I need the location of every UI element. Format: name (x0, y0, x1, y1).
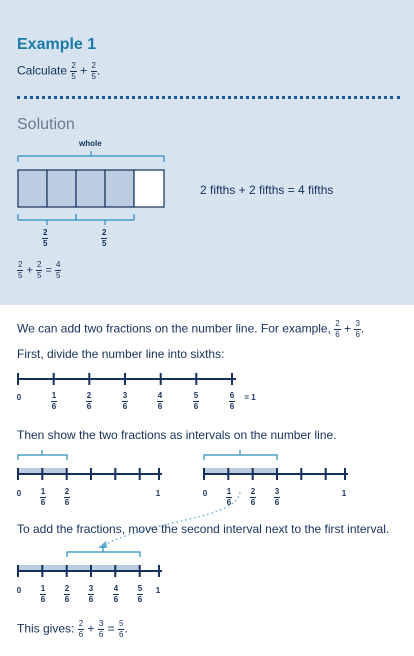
nl1-tick-label: $\frac{4}{6}$ (157, 391, 163, 411)
whole-brace (18, 156, 164, 162)
bar-part-shaded (105, 170, 134, 207)
result-text: This gives: $\frac{2}{6}$ + $\frac{3}{6}$ = $\frac{5}{6}$ . (17, 619, 128, 639)
nl4-tick-label: $\frac{5}{6}$ (137, 584, 143, 604)
nl1-tick-label: $\frac{3}{6}$ (122, 391, 128, 411)
brace-label-1: $\frac{2}{5}$ (43, 228, 48, 248)
move-arrow (96, 487, 246, 552)
solution-title: Solution (17, 116, 75, 133)
bar-part-shaded (76, 170, 105, 207)
plus-sign: + (80, 63, 88, 78)
nl2-tick-label: $\frac{1}{6}$ (40, 487, 46, 507)
nl2-zero: 0 (16, 489, 22, 498)
step1-text: First, divide the number line into sixths: (17, 347, 225, 361)
nl4-one: 1 (155, 586, 161, 595)
number-line-three-sixths (200, 448, 352, 488)
fraction: $\frac{2}{5}$ (91, 61, 96, 81)
calc-prefix: Calculate (17, 63, 68, 78)
step3-text: To add the fractions, move the second interval next to the first interval. (17, 522, 390, 536)
number-line-two-sixths (14, 448, 166, 488)
nl4-tick-label: $\frac{4}{6}$ (113, 584, 119, 604)
number-line-combined (14, 545, 166, 585)
dotted-divider (17, 96, 400, 99)
step2-text: Then show the two fractions as intervals on the number line. (17, 428, 337, 442)
nl4-tick-label: $\frac{3}{6}$ (88, 584, 94, 604)
example-title: Example 1 (17, 36, 97, 53)
bottom-brace-1 (18, 214, 76, 220)
nl1-tick-label: $\frac{6}{6}$ (229, 391, 235, 411)
nl3-one: 1 (341, 489, 347, 498)
brace-label-2: $\frac{2}{5}$ (102, 228, 107, 248)
bar-model (14, 148, 170, 248)
nl4-zero: 0 (16, 586, 22, 595)
number-line-sixths (14, 372, 238, 390)
bar-part-shaded (47, 170, 76, 207)
bottom-brace-2 (76, 214, 134, 220)
solution-equation: $\frac{2}{5}$ + $\frac{2}{5}$ = $\frac{4}{5}$ (18, 260, 61, 280)
nl2-one: 1 (155, 489, 161, 498)
nl3-zero: 0 (202, 489, 208, 498)
nl1-zero: 0 (16, 393, 22, 402)
nl1-tick-label: $\frac{5}{6}$ (193, 391, 199, 411)
bar-part-shaded (18, 170, 47, 207)
nl3-tick-label: $\frac{1}{6}$ (226, 487, 232, 507)
nl1-tick-label: $\frac{2}{6}$ (86, 391, 92, 411)
fraction: $\frac{2}{5}$ (71, 61, 76, 81)
fifths-statement: 2 fifths + 2 fifths = 4 fifths (200, 183, 334, 197)
period: . (96, 63, 101, 78)
nl2-tick-label: $\frac{2}{6}$ (64, 487, 70, 507)
example-question (17, 62, 100, 81)
nl1-equals-one: = 1 (244, 393, 256, 402)
nl3-tick-label: $\frac{2}{6}$ (250, 487, 256, 507)
bar-part-empty (134, 170, 164, 207)
whole-label: whole (79, 139, 102, 148)
nl4-tick-label: $\frac{2}{6}$ (64, 584, 70, 604)
nl1-tick-label: $\frac{1}{6}$ (51, 391, 57, 411)
nl3-tick-label: $\frac{3}{6}$ (274, 487, 280, 507)
nl4-tick-label: $\frac{1}{6}$ (40, 584, 46, 604)
intro-text: We can add two fractions on the number line. For example, $\frac{2}{6}$ + $\frac{3}{6}$ . (17, 319, 365, 339)
